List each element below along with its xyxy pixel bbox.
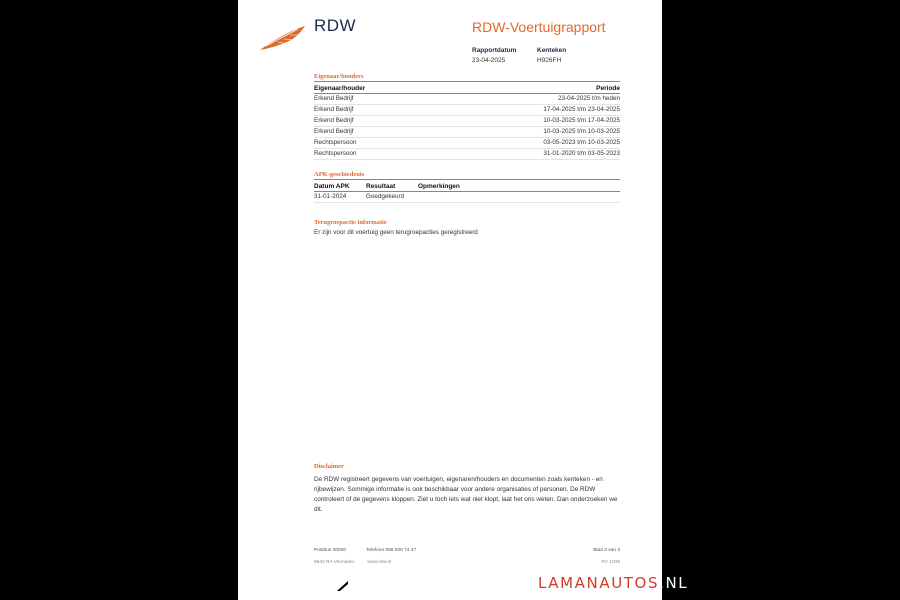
disclaimer-section [314,463,620,515]
owner-cell: Erkend Bedrijf [314,117,354,124]
apk-section-title: APK-geschiedenis [314,171,620,180]
table-row [314,192,620,203]
col-remarks: Opmerkingen [418,183,460,190]
owner-cell: Erkend Bedrijf [314,95,354,102]
owner-cell: Erkend Bedrijf [314,106,354,113]
table-row [314,94,620,105]
recall-text: Er zijn voor dit voertuig geen terugroepacties geregistreerd [314,229,478,236]
disclaimer-title: Disclaimer [314,463,344,470]
plate-block [537,46,566,66]
recall-section [314,219,620,236]
owner-cell: Rechtspersoon [314,150,357,157]
page-footer [314,548,620,553]
footer-web: www.rdw.nl [367,560,392,565]
period-cell: 10-03-2025 t/m 10-03-2025 [543,128,620,135]
plate-value: H926FH [537,57,562,64]
watermark-url-prefix: WWW. [484,574,538,592]
table-row [314,127,620,138]
watermark-word-1: LAMAN [243,570,329,594]
laman-watermark-url [484,574,688,592]
footer-city [314,560,391,565]
remarks-cell [418,193,620,201]
footer-phone: Telefoon 088 008 74 47 [366,548,417,553]
disclaimer-text: De RDW registreert gegevens van voertuigen, eigenaren/houders en documenten zoals kenteken - en rijbewijzen. Sommige informatie is ook beschikbaar voor andere organisaties of personen. De RDW controleert of de gegevens kloppen. Ziet u toch iets wat niet klopt, laat het ons weten. Dan onderzoeken we dit. [314,476,618,513]
owners-section-title: Eigenaar/houders [314,73,620,82]
period-cell: 03-05-2023 t/m 10-03-2025 [543,139,620,146]
rdw-feather-logo-icon [258,24,306,52]
result-cell: Goedgekeurd [366,193,405,200]
report-page [238,0,662,600]
table-row [314,105,620,116]
apk-table-header [314,181,620,192]
footer-city-text: 9640 RA Veendam [314,560,355,565]
footer-page-number: Blad 3 van 3 [593,548,620,553]
watermark-url-accent: LAMANAUTOS [537,574,660,592]
col-result: Resultaat [366,183,396,190]
table-row [314,116,620,127]
recall-section-title: Terugroepactie informatie [314,219,387,226]
col-apk-date: Datum APK [314,183,350,190]
col-owner: Eigenaar/houder [314,85,366,92]
laman-logo-mark-icon [333,574,349,590]
footer-postbus: Postbus 30000 [314,548,347,553]
footer-ref: RV 1035 [601,560,620,565]
laman-watermark-logo [243,570,444,594]
plate-label: Kenteken [537,47,567,54]
report-date-value: 23-04-2025 [472,57,506,64]
brand-name: RDW [314,16,357,35]
owner-cell: Rechtspersoon [314,139,357,146]
watermark-word-2: AUTO'S [352,570,445,594]
period-cell: 10-03-2025 t/m 17-04-2025 [543,117,620,124]
report-title: RDW-Voertuigrapport [472,19,606,35]
table-row [314,138,620,149]
watermark-url-suffix: .NL [659,574,689,592]
period-cell: 31-01-2020 t/m 03-05-2023 [543,150,620,157]
apk-date-cell: 31-01-2024 [314,193,347,200]
period-cell: 23-04-2025 t/m heden [558,95,620,102]
report-date-label: Rapportdatum [472,47,517,54]
period-cell: 17-04-2025 t/m 23-04-2025 [543,106,620,113]
owner-cell: Erkend Bedrijf [314,128,354,135]
col-period: Periode [596,85,620,92]
apk-section [314,171,620,203]
report-date-block [472,46,516,66]
owners-table-header [314,83,620,94]
owners-section [314,73,620,160]
table-row [314,149,620,160]
